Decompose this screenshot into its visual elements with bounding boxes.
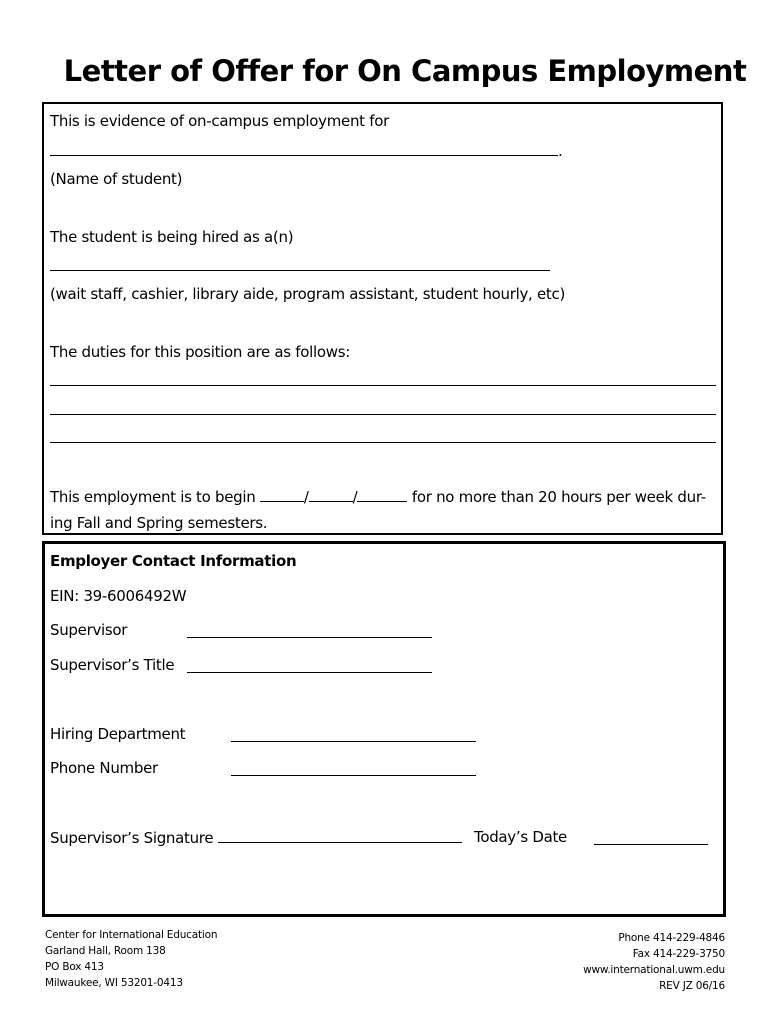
page-title: Letter of Offer for On Campus Employment (63, 54, 747, 88)
begin-month-field[interactable] (260, 487, 304, 502)
supervisor-title-field[interactable] (187, 658, 432, 673)
supervisor-label: Supervisor (50, 621, 128, 639)
todays-date-label: Today’s Date (474, 828, 567, 846)
student-name-field[interactable] (50, 141, 558, 156)
position-field[interactable] (50, 256, 550, 271)
hiring-dept-label: Hiring Department (50, 725, 186, 743)
signature-field[interactable] (218, 828, 462, 843)
name-hint: (Name of student) (50, 170, 183, 188)
todays-date-field[interactable] (594, 830, 708, 845)
evidence-text: This is evidence of on-campus employment for (50, 112, 389, 130)
phone-field[interactable] (231, 761, 476, 776)
duties-text: The duties for this position are as follows: (50, 343, 350, 361)
duties-line-2 (50, 400, 716, 419)
supervisor-title-label: Supervisor’s Title (50, 656, 175, 674)
begin-date-line: This employment is to begin / / for no more than 20 hours per week dur- (50, 488, 706, 506)
duties-field[interactable] (50, 371, 716, 386)
duties-line-1 (50, 371, 716, 390)
phone-label: Phone Number (50, 759, 158, 777)
duties-line-3 (50, 428, 716, 447)
duties-field[interactable] (50, 400, 716, 415)
position-hint: (wait staff, cashier, library aide, program assistant, student hourly, etc) (50, 285, 566, 303)
footer-contact: Phone 414-229-4846 Fax 414-229-3750 www.international.uwm.edu REV JZ 06/16 (583, 932, 725, 992)
employer-heading: Employer Contact Information (50, 552, 297, 570)
signature-line: Supervisor’s Signature (50, 828, 462, 847)
position-line (50, 256, 550, 275)
hiring-dept-field[interactable] (231, 727, 476, 742)
hired-text: The student is being hired as a(n) (50, 228, 294, 246)
footer-address: Center for International Education Garland Hall, Room 138 PO Box 413 Milwaukee, WI 53201-0413 (45, 929, 218, 989)
duties-field[interactable] (50, 428, 716, 443)
begin-day-field[interactable] (309, 487, 353, 502)
student-info-box (42, 102, 723, 535)
begin-year-field[interactable] (357, 487, 407, 502)
semesters-text: ing Fall and Spring semesters. (50, 514, 268, 532)
supervisor-field[interactable] (187, 623, 432, 638)
ein-text: EIN: 39-6006492W (50, 587, 187, 605)
student-name-line: . (50, 141, 562, 160)
